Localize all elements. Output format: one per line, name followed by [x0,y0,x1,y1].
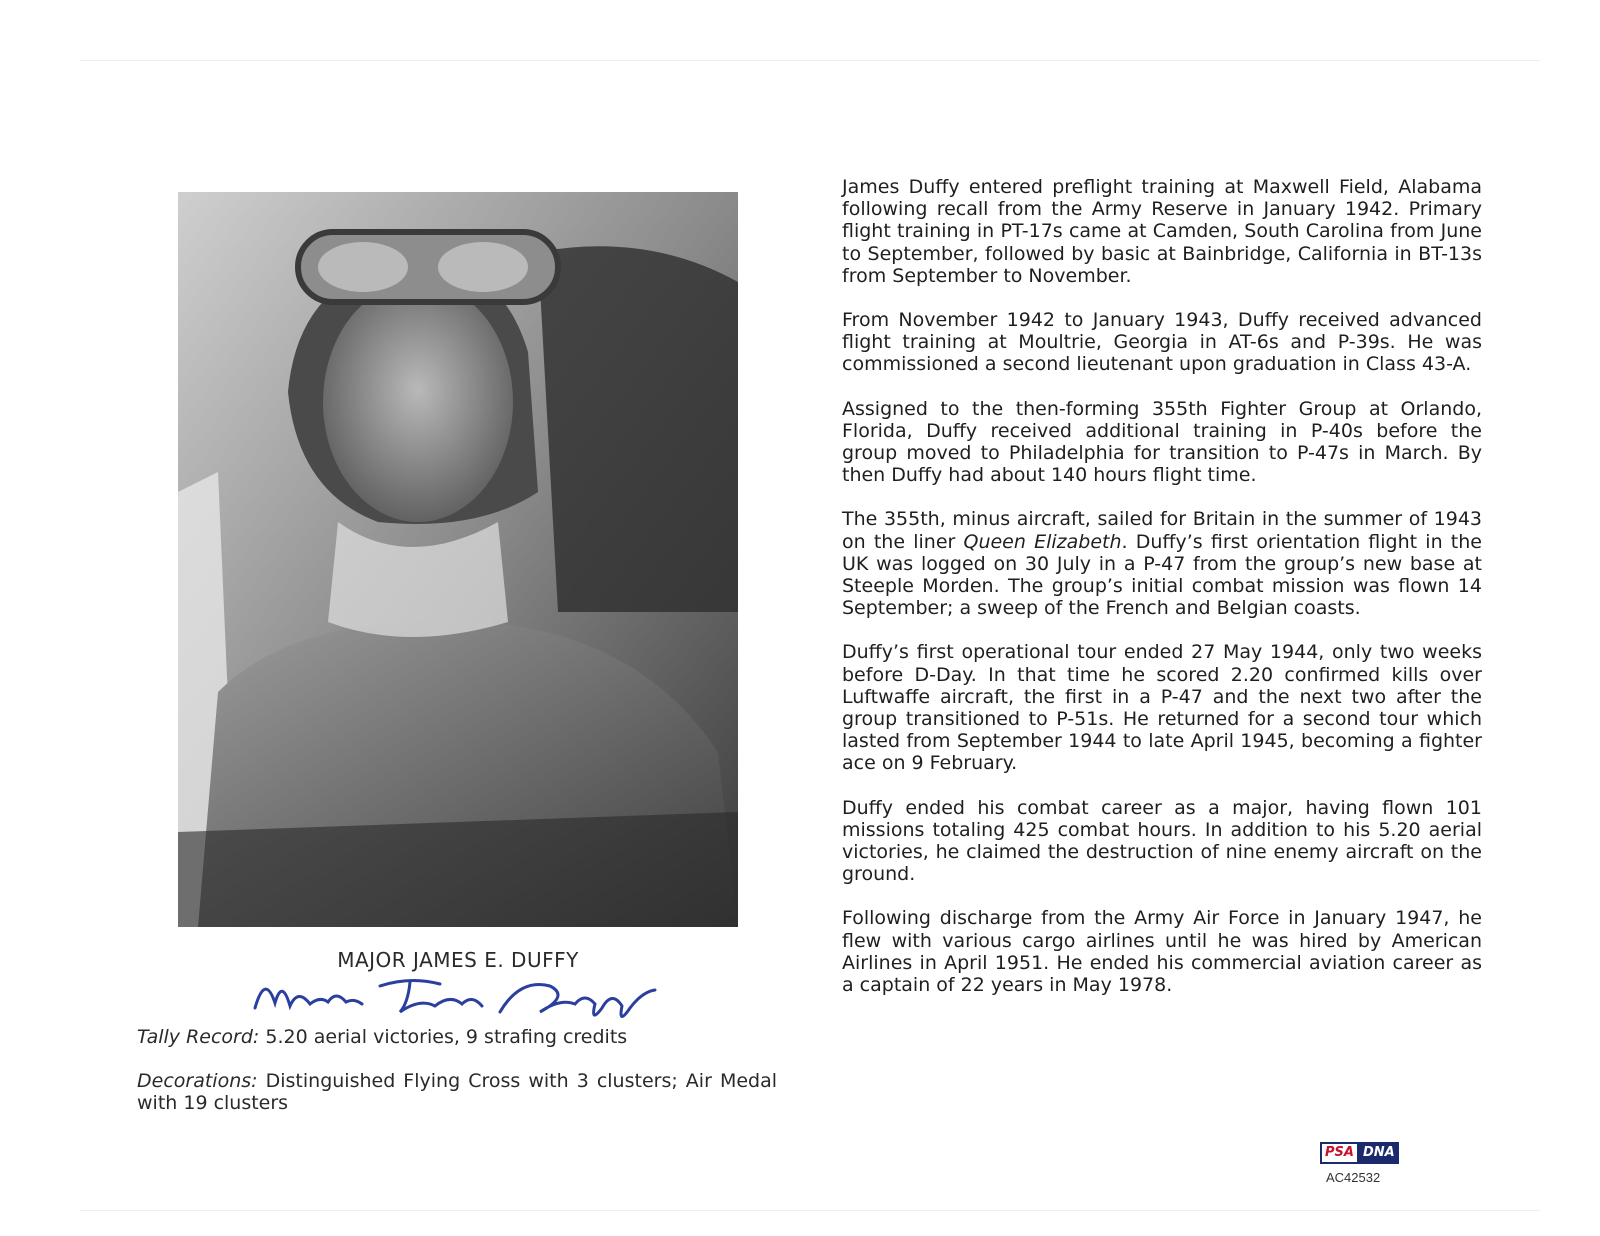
bio-paragraph: Duffy’s first operational tour ended 27 May 1944, only two weeks before D-Day. In that time he scored 2.20 confirmed kills over Luftwaffe aircraft, the first in a P-47 and the next two after the group transitioned to P-51s. He returned for a second tour which lasted from September 1944 to late April 1945, becoming a fighter ace on 9 February. [842,641,1482,775]
bio-paragraph: From November 1942 to January 1943, Duffy received advanced flight training at Moultrie, Georgia in AT-6s and P-39s. He was commissioned a second lieutenant upon graduation in Class 43-A. [842,309,1482,376]
tally-record [137,1026,777,1048]
autograph-signature [250,968,660,1028]
psa-logo-text: PSA [1320,1142,1359,1164]
pilot-name-caption: MAJOR JAMES E. DUFFY [337,948,579,972]
decorations-value: Distinguished Flying Cross with 3 clusters; Air Medal with 19 clusters [137,1070,778,1114]
bio-paragraph: Assigned to the then-forming 355th Fighter Group at Orlando, Florida, Duffy received additional training in P-40s before the group moved to Philadelphia for transition to P-47s in March. By then Duffy had about 140 hours flight time. [842,397,1482,487]
top-rule [80,60,1540,61]
biography-text [842,176,1482,1018]
ship-name: Queen Elizabeth [963,530,1122,553]
bio-paragraph: Duffy ended his combat career as a major, having flown 101 missions totaling 425 combat hours. In addition to his 5.20 aerial victories, he claimed the destruction of nine enemy aircraft on the ground. [842,796,1482,886]
dna-logo-text: DNA [1359,1142,1399,1164]
decorations [137,1070,777,1114]
bio-paragraph: James Duffy entered preflight training at Maxwell Field, Alabama following recall from the Army Reserve in January 1942. Primary flight training in PT-17s came at Camden, South Carolina from June to September, followed by basic at Bainbridge, California in BT-13s from September to November. [842,176,1482,287]
authentication-code: AC42532 [1326,1170,1381,1185]
psa-dna-logo [1320,1142,1399,1164]
pilot-portrait-photo [178,192,738,927]
bottom-rule [80,1210,1540,1211]
bio-paragraph: The 355th, minus aircraft, sailed for Britain in the summer of 1943 on the liner Queen Elizabeth. Duffy’s first orientation flight in the UK was logged on 30 July in a P-47 from the group’s new base at Steeple Morden. The group’s initial combat mission was flown 14 September; a sweep of the French and Belgian coasts. [842,508,1482,620]
tally-record-label: Tally Record: [137,1026,260,1048]
tally-record-value: 5.20 aerial victories, 9 strafing credits [265,1026,628,1048]
bio-paragraph: Following discharge from the Army Air Force in January 1947, he flew with various cargo airlines until he was hired by American Airlines in April 1951. He ended his commercial aviation career as a captain of 22 years in May 1978. [842,907,1482,997]
decorations-label: Decorations: [137,1070,258,1092]
